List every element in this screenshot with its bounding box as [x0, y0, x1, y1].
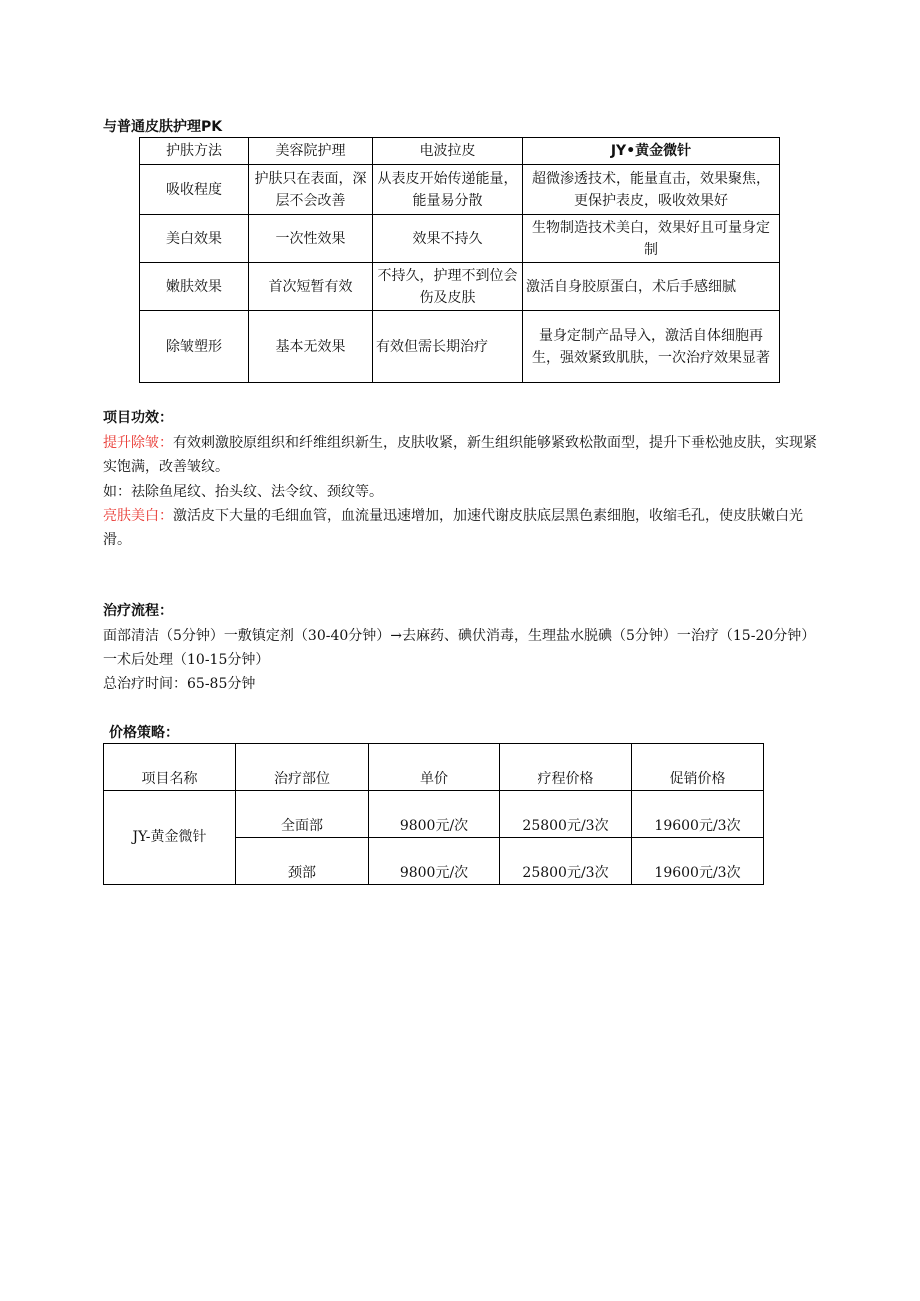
table-cell: 全面部 [236, 791, 369, 838]
lift-text: 有效刺激胶原组织和纤维组织新生，皮肤收紧，新生组织能够紧致松散面型，提升下垂松弛皮肤，实现紧实饱满，改善皱纹。 [103, 435, 817, 475]
table-cell: 激活自身胶原蛋白，术后手感细腻 [523, 263, 780, 311]
header-cell-method: 护肤方法 [140, 138, 249, 165]
header-cell-unit-price: 单价 [369, 744, 500, 791]
header-cell-area: 治疗部位 [236, 744, 369, 791]
table-cell: 9800元/次 [369, 791, 500, 838]
table-cell: 效果不持久 [373, 215, 523, 263]
header-cell-project: 项目名称 [104, 744, 236, 791]
header-cell-jy-microneedle: JY•黄金微针 [523, 138, 780, 165]
row-label: 嫩肤效果 [140, 263, 249, 311]
whitening-text: 激活皮下大量的毛细血管，血流量迅速增加，加速代谢皮肤底层黑色素细胞，收缩毛孔，使皮肤嫩白光滑。 [103, 508, 803, 548]
table-header-row [140, 138, 780, 165]
table-cell: 25800元/3次 [500, 791, 632, 838]
table-cell: 从表皮开始传递能量，能量易分散 [373, 165, 523, 215]
pk-section-title: 与普通皮肤护理PK [103, 119, 223, 135]
efficacy-example-paragraph: 如：祛除鱼尾纹、抬头纹、法令纹、颈纹等。 [103, 484, 383, 500]
table-cell: 首次短暂有效 [249, 263, 373, 311]
table-row [104, 791, 764, 838]
header-cell-course-price: 疗程价格 [500, 744, 632, 791]
header-cell-thermage: 电波拉皮 [373, 138, 523, 165]
process-total-time: 总治疗时间：65-85分钟 [103, 676, 256, 692]
row-label: 除皱塑形 [140, 311, 249, 383]
table-cell: 颈部 [236, 838, 369, 885]
pricing-table [103, 743, 764, 885]
whitening-label: 亮肤美白： [103, 508, 173, 524]
project-name-cell: JY-黄金微针 [104, 791, 236, 885]
table-cell: 生物制造技术美白，效果好且可量身定制 [523, 215, 780, 263]
table-cell: 19600元/3次 [632, 791, 764, 838]
efficacy-title: 项目功效： [103, 410, 173, 426]
table-row [140, 311, 780, 383]
efficacy-whitening-paragraph [103, 504, 818, 552]
table-row [140, 263, 780, 311]
header-cell-promo-price: 促销价格 [632, 744, 764, 791]
row-label: 吸收程度 [140, 165, 249, 215]
table-cell: 不持久，护理不到位会伤及皮肤 [373, 263, 523, 311]
row-label: 美白效果 [140, 215, 249, 263]
table-cell: 9800元/次 [369, 838, 500, 885]
pricing-header-row [104, 744, 764, 791]
table-cell: 超微渗透技术，能量直击，效果聚焦，更保护表皮，吸收效果好 [523, 165, 780, 215]
process-steps: 面部清洁（5分钟）一敷镇定剂（30-40分钟）→去麻药、碘伏消毒，生理盐水脱碘（5分钟）一治疗（15-20分钟）一术后处理（10-15分钟） [103, 628, 816, 668]
comparison-table [139, 137, 780, 383]
header-cell-salon: 美容院护理 [249, 138, 373, 165]
efficacy-lift-paragraph [103, 431, 818, 479]
table-cell: 护肤只在表面，深层不会改善 [249, 165, 373, 215]
table-row [140, 215, 780, 263]
table-cell: 一次性效果 [249, 215, 373, 263]
lift-label: 提升除皱： [103, 435, 173, 451]
table-cell: 有效但需长期治疗 [373, 311, 523, 383]
table-cell: 基本无效果 [249, 311, 373, 383]
pricing-title: 价格策略： [109, 725, 179, 741]
process-title: 治疗流程： [103, 603, 173, 619]
table-cell: 量身定制产品导入，激活自体细胞再生，强效紧致肌肤，一次治疗效果显著 [523, 311, 780, 383]
table-row [140, 165, 780, 215]
table-cell: 25800元/3次 [500, 838, 632, 885]
table-cell: 19600元/3次 [632, 838, 764, 885]
